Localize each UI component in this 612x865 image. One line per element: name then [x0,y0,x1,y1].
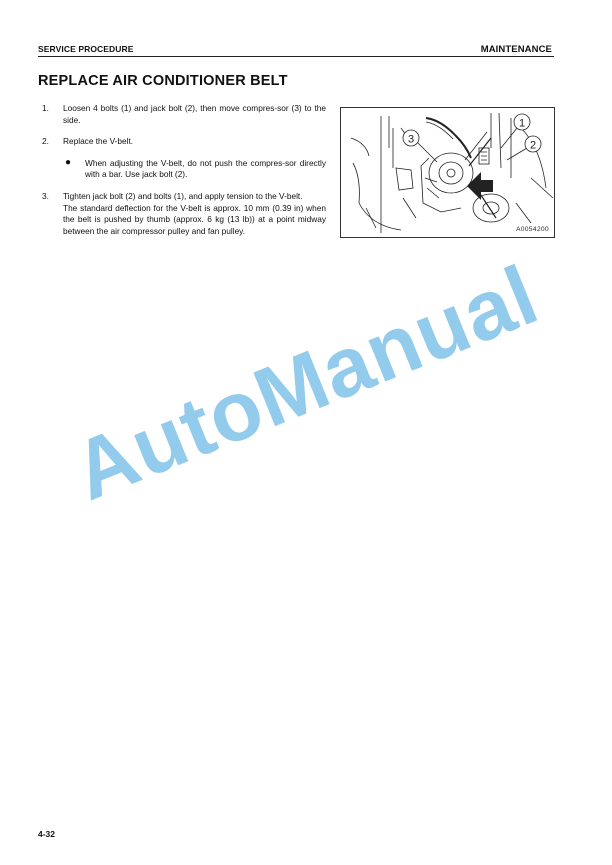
callout-3 [403,130,419,146]
svg-text:3: 3 [407,133,415,146]
page-title: REPLACE AIR CONDITIONER BELT [38,73,288,89]
step-number: 2. [42,136,49,147]
page-number: 4-32 [38,829,56,839]
engine-drawing [341,108,554,237]
step-number: 1. [42,103,49,113]
compressor-illustration [340,107,555,238]
step-text: Loosen 4 bolts (1) and jack bolt (2), then move compres-sor (3) to the side. [63,103,326,125]
arrow-icon [467,172,493,200]
note-text: When adjusting the V-belt, do not push the compres-sor directly with a bar. Use jack bolt (2). [85,157,326,180]
step-2 [38,136,326,181]
svg-text:1: 1 [518,117,526,130]
figure-code: A0054200 [516,226,549,233]
step-3 [38,191,326,237]
step-note [63,158,326,181]
section-label: SERVICE PROCEDURE [38,44,134,54]
bullet-icon: ● [65,156,72,168]
callout-1 [514,114,530,130]
step-1 [38,103,326,126]
step-text: Tighten jack bolt (2) and bolts (1), and apply tension to the V-belt. [63,190,303,201]
watermark: AutoManual [60,247,551,519]
step-detail: The standard deflection for the V-belt is approx. 10 mm (0.39 in) when the belt is pushed by thumb (approx. 6 kg (13 lb)) at a point midway between the air compressor pulley and fan pulley. [63,202,326,236]
callout-2 [525,136,541,152]
header-rule [38,56,554,57]
step-text: Replace the V-belt. [63,136,134,147]
procedure-steps [38,103,326,247]
step-number: 3. [42,190,49,201]
svg-text:2: 2 [529,139,537,152]
chapter-label: MAINTENANCE [480,44,552,55]
